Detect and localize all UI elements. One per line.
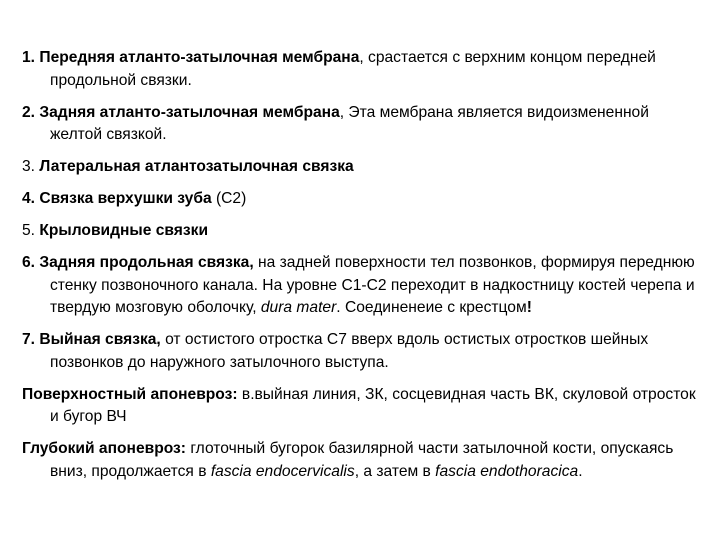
list-item-3 — [22, 156, 698, 179]
item-text: . — [578, 462, 583, 480]
item-text: (С2) — [211, 190, 247, 207]
list-item-4 — [22, 188, 698, 211]
item-text: , Эта мембрана является видоизмененной желтой связкой. — [50, 103, 649, 143]
item-title: Поверхностный апоневроз: — [22, 385, 238, 403]
item-number: 5. — [22, 222, 36, 239]
item-text: в.выйная линия, ЗК, сосцевидная часть ВК, скуловой отросток и бугор ВЧ — [50, 385, 696, 425]
item-text: . Соединенеие с крестцом — [336, 299, 527, 316]
list-item-7 — [22, 329, 698, 374]
item-text: от остистого отростка С7 вверх вдоль остистых отростков шейных позвонков до наружного затылочного выступа. — [50, 331, 649, 371]
item-number: 6. — [22, 254, 36, 271]
list-item-1 — [22, 47, 698, 92]
item-text: на задней поверхности тел позвонков, формируя переднюю стенку позвоночного канала. На уровне С1-С2 переходит в надкостницу костей черепа и твердую мозговую оболочку, — [50, 254, 695, 316]
item-title: Глубокий апоневроз: — [22, 440, 186, 457]
item-italic-term: fascia endothoracica — [435, 462, 579, 480]
item-number: 1. — [22, 49, 36, 66]
item-number: 7. — [22, 331, 36, 348]
list-item-deep-aponeurosis — [22, 438, 698, 483]
item-italic-term: dura mater — [260, 299, 337, 316]
item-title: Выйная связка, — [39, 331, 161, 348]
item-title: Связка верхушки зуба — [39, 190, 212, 207]
item-title: Задняя продольная связка, — [39, 254, 254, 271]
list-item-2 — [22, 102, 698, 147]
list-item-superficial-aponeurosis — [22, 384, 698, 429]
item-title: Крыловидные связки — [39, 222, 209, 239]
item-number: 4. — [22, 190, 36, 207]
slide-body — [22, 47, 698, 493]
item-title: Задняя атланто-затылочная мембрана — [39, 103, 340, 121]
item-number: 2. — [22, 103, 36, 121]
item-title: Передняя атланто-затылочная мембрана — [39, 49, 360, 66]
item-text: , срастается с верхним концом передней продольной связки. — [50, 49, 656, 89]
list-item-6 — [22, 252, 698, 320]
item-exclamation: ! — [526, 299, 532, 316]
list-item-5 — [22, 220, 698, 243]
item-text: глоточный бугорок базилярной части затылочной кости, опускаясь вниз, продолжается в — [50, 440, 674, 480]
item-title: Латеральная атлантозатылочная связка — [39, 158, 354, 175]
item-italic-term: fascia endocervicalis — [210, 462, 355, 480]
item-text: , а затем в — [354, 462, 436, 480]
item-number: 3. — [22, 158, 36, 175]
